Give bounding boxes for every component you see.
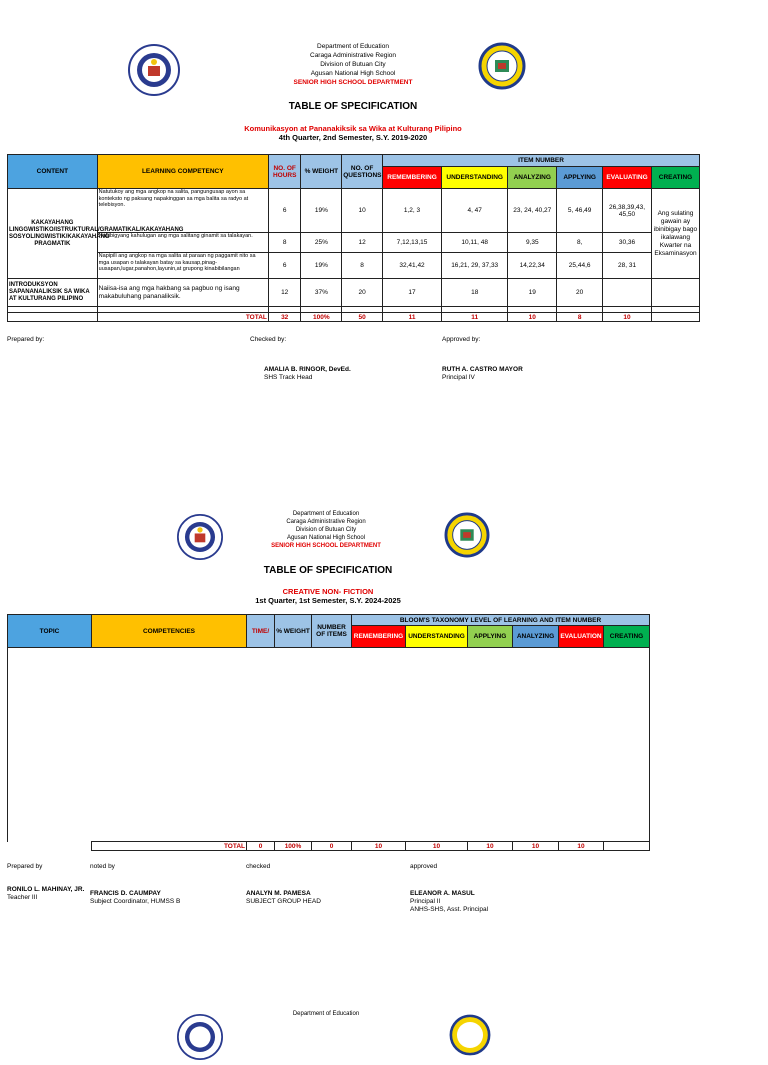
preparer-title: Teacher III <box>7 894 38 901</box>
checked-label: checked <box>246 863 271 870</box>
prepared-label: Prepared by <box>7 863 43 870</box>
total-weight: 100% <box>275 842 312 851</box>
app-cell: 25,44,6 <box>557 253 603 279</box>
checker-title: SHS Track Head <box>264 374 313 381</box>
checker-signature <box>246 890 321 906</box>
col-topic: TOPIC <box>8 615 92 648</box>
checker-name: ANALYN M. PAMESA <box>246 890 311 897</box>
col-bloom: BLOOM'S TAXONOMY LEVEL OF LEARNING AND ITEM NUMBER <box>352 615 650 626</box>
col-content: CONTENT <box>8 155 98 189</box>
rem-cell: 32,41,42 <box>382 253 441 279</box>
eva-cell: 30,36 <box>603 233 652 253</box>
deped-seal <box>128 44 180 96</box>
approved-by-label: Approved by: <box>442 336 481 343</box>
total-rem: 11 <box>382 313 441 322</box>
col-remembering: REMEMBERING <box>352 626 406 648</box>
school-header <box>226 1010 426 1018</box>
app-cell: 20 <box>557 279 603 307</box>
col-time: TIME/ <box>247 615 275 648</box>
subject-heading <box>180 587 476 605</box>
total-row <box>8 842 650 851</box>
term-text: 1st Quarter, 1st Semester, S.Y. 2024-2025 <box>255 596 401 605</box>
page-title: TABLE OF SPECIFICATION <box>288 101 418 112</box>
noter-signature <box>90 890 180 906</box>
creating-cell <box>651 279 699 307</box>
und-cell: 4, 47 <box>442 189 508 233</box>
hours-cell: 6 <box>268 189 301 233</box>
hours-cell: 12 <box>268 279 301 307</box>
total-row <box>8 313 700 322</box>
preparer-signature <box>7 886 87 902</box>
approver-title: Principal II <box>410 898 441 905</box>
weight-cell: 19% <box>301 253 342 279</box>
col-evaluation: EVALUATION <box>559 626 604 648</box>
col-items: NUMBER OF ITEMS <box>312 615 352 648</box>
ana-cell: 23, 24, 40,27 <box>508 189 557 233</box>
questions-cell: 20 <box>342 279 383 307</box>
hours-cell: 6 <box>268 253 301 279</box>
total-questions: 50 <box>342 313 383 322</box>
table-row <box>8 233 700 253</box>
col-understanding: UNDERSTANDING <box>406 626 468 648</box>
school-seal <box>450 1015 490 1055</box>
total-items: 0 <box>312 842 352 851</box>
col-item-number: ITEM NUMBER <box>382 155 699 167</box>
total-weight: 100% <box>301 313 342 322</box>
total-label: TOTAL <box>97 313 268 322</box>
col-creating: CREATING <box>651 167 699 189</box>
competency-cell: Naiisa-isa ang mga hakbang sa pagbuo ng isang makabuluhang pananaliksik. <box>97 279 268 307</box>
competency-cell: Napipili ang angkop na mga salita at paraan ng paggamit nito sa mga usapan o talakayan batay sa kausap,pinag-uusapan,lugar,panahon,layunin,at grupong kinabibilangan <box>97 253 268 279</box>
rem-cell: 17 <box>382 279 441 307</box>
empty-body <box>8 648 650 842</box>
total-time: 0 <box>247 842 275 851</box>
dept-text: Department of Education <box>292 511 360 517</box>
und-cell: 18 <box>442 279 508 307</box>
table-row <box>8 279 700 307</box>
col-competency: LEARNING COMPETENCY <box>97 155 268 189</box>
total-und: 11 <box>442 313 508 322</box>
region-text: Caraga Administrative Region <box>310 52 396 59</box>
school-seal <box>445 513 489 557</box>
ana-cell: 14,22,34 <box>508 253 557 279</box>
ana-cell: 9,35 <box>508 233 557 253</box>
total-hours: 32 <box>268 313 301 322</box>
col-applying: APPLYING <box>557 167 603 189</box>
col-evaluating: EVALUATING <box>603 167 652 189</box>
checked-by-label: Checked by: <box>250 336 287 343</box>
total-eva: 10 <box>559 842 604 851</box>
questions-cell: 10 <box>342 189 383 233</box>
shs-text: SENIOR HIGH SCHOOL DEPARTMENT <box>293 79 413 86</box>
competency-cell: Natutukoy ang mga angkop na salita, pangungusap ayon sa konteksto ng paksang napakinggan sa mga balita sa radyo at telebisyon. <box>97 189 268 233</box>
subject-heading <box>160 124 546 142</box>
noter-title: Subject Coordinator, HUMSS B <box>90 898 181 905</box>
shs-text: SENIOR HIGH SCHOOL DEPARTMENT <box>271 543 381 549</box>
eva-cell: 28, 31 <box>603 253 652 279</box>
weight-cell: 25% <box>301 233 342 253</box>
content-cell: KAKAYAHANG LINGGWISTIKO/ISTRUKTURAL/GRAMATIKAL/KAKAYAHANG SOSYOLINGWISTIK/KAKAYAHANG PRAGMATIK <box>8 189 98 279</box>
subject-name: CREATIVE NON- FICTION <box>282 587 374 596</box>
total-label: TOTAL <box>92 842 247 851</box>
division-text: Division of Butuan City <box>320 61 386 68</box>
approver-title-2: ANHS-SHS, Asst. Principal <box>410 906 489 913</box>
questions-cell: 12 <box>342 233 383 253</box>
col-creating: CREATING <box>604 626 650 648</box>
school-header <box>250 42 456 87</box>
weight-cell: 19% <box>301 189 342 233</box>
app-cell: 5, 46,49 <box>557 189 603 233</box>
noted-label: noted by <box>90 863 115 870</box>
checker-title: SUBJECT GROUP HEAD <box>246 898 321 905</box>
total-app: 10 <box>468 842 513 851</box>
approved-label: approved <box>410 863 438 870</box>
noter-name: FRANCIS D. CAUMPAY <box>90 890 161 897</box>
approver-name: RUTH A. CASTRO MAYOR <box>442 366 523 373</box>
col-hours: NO. OF HOURS <box>268 155 301 189</box>
und-cell: 10,11, 48 <box>442 233 508 253</box>
col-questions: NO. OF QUESTIONS <box>342 155 383 189</box>
weight-cell: 37% <box>301 279 342 307</box>
eva-cell: 26,38,39,43, 45,50 <box>603 189 652 233</box>
prepared-by-label: Prepared by: <box>7 336 45 343</box>
table-row <box>8 253 700 279</box>
total-eva: 10 <box>603 313 652 322</box>
col-competencies: COMPETENCIES <box>92 615 247 648</box>
app-cell: 8, <box>557 233 603 253</box>
total-und: 10 <box>406 842 468 851</box>
tos1-table <box>7 154 700 322</box>
checker-signature <box>264 366 351 382</box>
term-text: 4th Quarter, 2nd Semester, S.Y. 2019-2020 <box>278 133 428 142</box>
col-remembering: REMEMBERING <box>382 167 441 189</box>
col-analyzing: ANALYZING <box>508 167 557 189</box>
preparer-name: RONILO L. MAHINAY, JR. <box>7 886 85 893</box>
subject-name: Komunikasyon at Pananakiksik sa Wika at Kulturang Pilipino <box>244 124 462 133</box>
und-cell: 16,21, 29, 37,33 <box>442 253 508 279</box>
col-understanding: UNDERSTANDING <box>442 167 508 189</box>
deped-seal <box>177 514 223 560</box>
total-ana: 10 <box>508 313 557 322</box>
total-ana: 10 <box>513 842 559 851</box>
col-weight: % WEIGHT <box>301 155 342 189</box>
tos2-table <box>7 614 650 851</box>
creating-cell: Ang sulating gawain ay ibinibigay bago ikalawang Kwarter na Eksaminasyon <box>651 189 699 279</box>
dept-text: Department of Education <box>317 43 389 50</box>
approver-signature <box>442 366 523 382</box>
competency-cell: Nabibigyang kahulugan ang mga salitang ginamit sa talakayan. <box>97 233 268 253</box>
dept-text: Department of Education <box>292 1011 360 1017</box>
approver-title: Principal IV <box>442 374 475 381</box>
ana-cell: 19 <box>508 279 557 307</box>
col-analyzing: ANALYZING <box>513 626 559 648</box>
hours-cell: 8 <box>268 233 301 253</box>
region-text: Caraga Administrative Region <box>286 519 366 525</box>
checker-name: AMALIA B. RINGOR, DevEd. <box>264 366 351 373</box>
questions-cell: 8 <box>342 253 383 279</box>
total-app: 8 <box>557 313 603 322</box>
rem-cell: 7,12,13,15 <box>382 233 441 253</box>
approver-signature <box>410 890 488 914</box>
division-text: Division of Butuan City <box>295 527 357 533</box>
school-text: Agusan National High School <box>310 70 396 77</box>
table-row <box>8 189 700 233</box>
school-header <box>226 510 426 550</box>
school-seal <box>479 43 525 89</box>
deped-seal <box>177 1014 223 1060</box>
rem-cell: 1,2, 3 <box>382 189 441 233</box>
content-cell: INTRODUKSYON SAPANANALIKSIK SA WIKA AT KULTURANG PILIPINO <box>8 279 98 307</box>
col-applying: APPLYING <box>468 626 513 648</box>
total-rem: 10 <box>352 842 406 851</box>
col-weight: % WEIGHT <box>275 615 312 648</box>
approver-name: ELEANOR A. MASUL <box>410 890 475 897</box>
page-title: TABLE OF SPECIFICATION <box>263 565 393 576</box>
school-text: Agusan National High School <box>286 535 366 541</box>
eva-cell <box>603 279 652 307</box>
